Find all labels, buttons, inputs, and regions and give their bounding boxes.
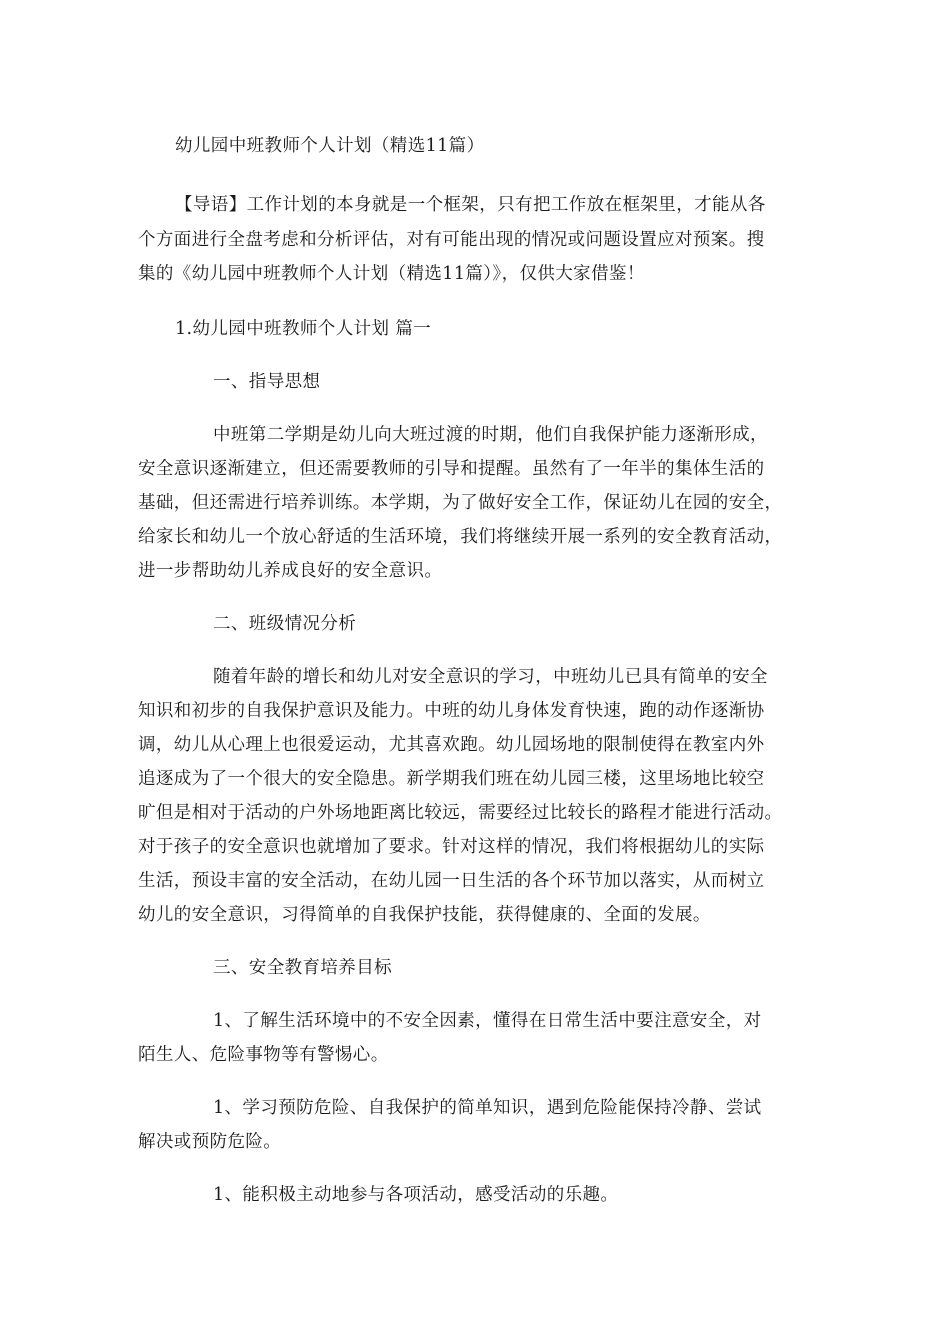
paragraph-line: 基础，但还需进行培养训练。本学期，为了做好安全工作，保证幼儿在园的安全，: [138, 493, 783, 513]
goal-line: 解决或预防危险。: [138, 1132, 282, 1152]
paragraph-line: 生活，预设丰富的安全活动，在幼儿园一日生活的各个环节加以落实，从而树立: [138, 871, 765, 891]
intro-line: 集的《幼儿园中班教师个人计划（精选11篇）》，仅供大家借鉴！: [138, 264, 645, 284]
goal-line: 1、能积极主动地参与各项活动，感受活动的乐趣。: [213, 1185, 619, 1205]
subheading-class-analysis: 二、班级情况分析: [213, 614, 357, 634]
intro-line: 个方面进行全盘考虑和分析评估，对有可能出现的情况或问题设置应对预案。搜: [138, 230, 765, 250]
subheading-safety-goals: 三、安全教育培养目标: [213, 958, 392, 978]
paragraph-line: 追逐成为了一个很大的安全隐患。新学期我们班在幼儿园三楼，这里场地比较空: [138, 769, 765, 789]
paragraph-line: 调，幼儿从心理上也很爱运动，尤其喜欢跑。幼儿园场地的限制使得在教室内外: [138, 735, 765, 755]
paragraph-line: 对于孩子的安全意识也就增加了要求。针对这样的情况，我们将根据幼儿的实际: [138, 837, 765, 857]
paragraph-line: 中班第二学期是幼儿向大班过渡的时期，他们自我保护能力逐渐形成，: [213, 425, 768, 445]
intro-line: 【导语】工作计划的本身就是一个框架，只有把工作放在框架里，才能从各: [175, 195, 766, 215]
paragraph-line: 进一步帮助幼儿养成良好的安全意识。: [138, 561, 443, 581]
paragraph-line: 知识和初步的自我保护意识及能力。中班的幼儿身体发育快速，跑的动作逐渐协: [138, 701, 765, 721]
subheading-guiding-thought: 一、指导思想: [213, 372, 321, 392]
goal-line: 1、了解生活环境中的不安全因素，懂得在日常生活中要注意安全，对: [213, 1011, 762, 1031]
paragraph-line: 幼儿的安全意识，习得简单的自我保护技能，获得健康的、全面的发展。: [138, 905, 711, 925]
document-title: 幼儿园中班教师个人计划（精选11篇）: [175, 136, 485, 156]
goal-line: 陌生人、危险事物等有警惕心。: [138, 1045, 389, 1065]
section-heading: 1.幼儿园中班教师个人计划 篇一: [175, 319, 432, 339]
paragraph-line: 随着年龄的增长和幼儿对安全意识的学习，中班幼儿已具有简单的安全: [213, 667, 768, 687]
paragraph-line: 给家长和幼儿一个放心舒适的生活环境，我们将继续开展一系列的安全教育活动，: [138, 527, 783, 547]
paragraph-line: 旷但是相对于活动的户外场地距离比较远，需要经过比较长的路程才能进行活动。: [138, 803, 783, 823]
paragraph-line: 安全意识逐渐建立，但还需要教师的引导和提醒。虽然有了一年半的集体生活的: [138, 459, 765, 479]
goal-line: 1、学习预防危险、自我保护的简单知识，遇到危险能保持冷静、尝试: [213, 1098, 762, 1118]
